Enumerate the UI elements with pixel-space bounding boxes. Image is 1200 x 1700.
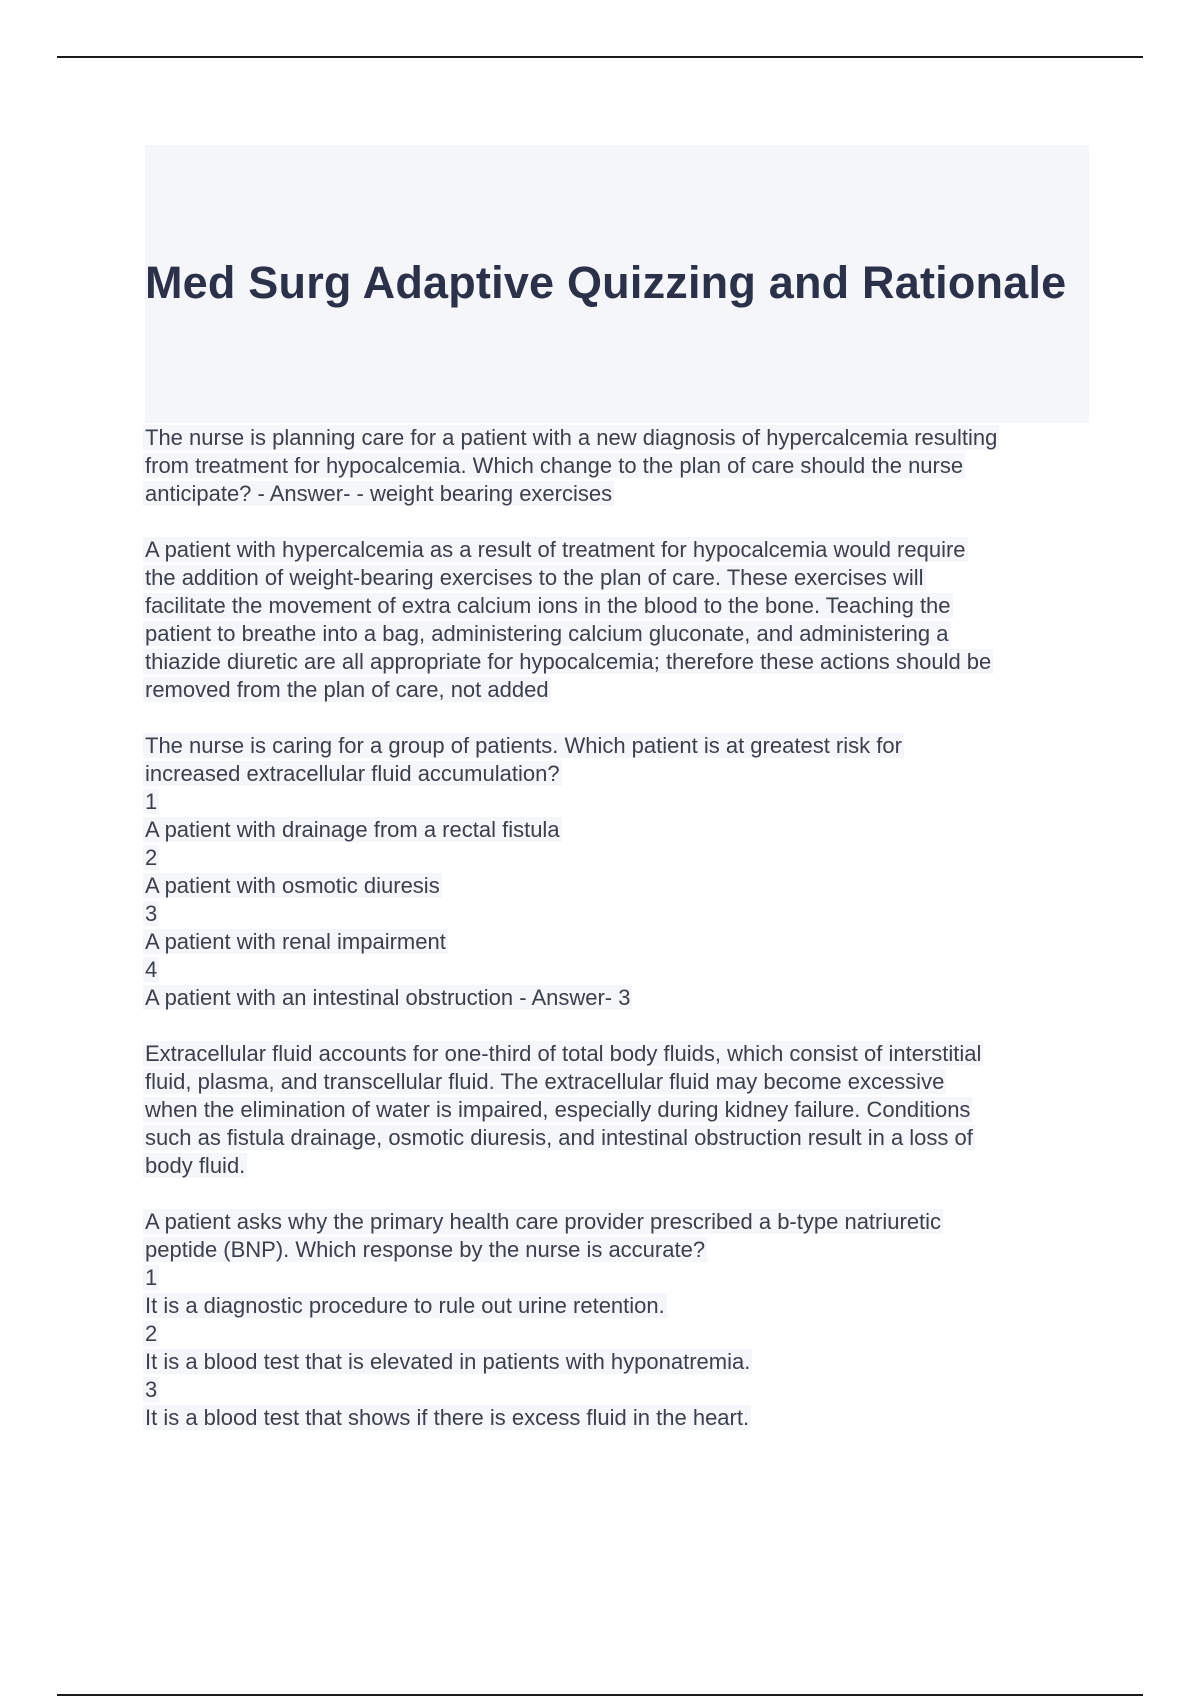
option-number: 2 [145,845,158,870]
top-divider [57,56,1143,58]
text-line: The nurse is planning care for a patient with a new diagnosis of hypercalcemia resulting [145,425,998,450]
text-line: A patient asks why the primary health care provider prescribed a b-type natriuretic [145,1209,942,1234]
text-line: patient to breathe into a bag, administering calcium gluconate, and administering a [145,621,949,646]
text-line: The nurse is caring for a group of patients. Which patient is at greatest risk for [145,733,902,758]
text-line: facilitate the movement of extra calcium ions in the blood to the bone. Teaching the [145,593,951,618]
text-line: such as fistula drainage, osmotic diuresis, and intestinal obstruction result in a loss of [145,1125,973,1150]
text-line: body fluid. [145,1153,246,1178]
text-line: removed from the plan of care, not added [145,677,549,702]
option-text: A patient with an intestinal obstruction - Answer- 3 [145,985,631,1010]
option-number: 3 [145,901,158,926]
text-line: Extracellular fluid accounts for one-third of total body fluids, which consist of interstitial [145,1041,982,1066]
question-block [145,424,1095,508]
page-title [145,255,1089,311]
option-text: It is a blood test that is elevated in patients with hyponatremia. [145,1349,751,1374]
rationale-block [145,1040,1095,1180]
question-block [145,1208,1095,1432]
text-line: the addition of weight-bearing exercises to the plan of care. These exercises will [145,565,924,590]
text-line: A patient with hypercalcemia as a result of treatment for hypocalcemia would require [145,537,966,562]
option-number: 1 [145,789,158,814]
option-text: A patient with drainage from a rectal fistula [145,817,560,842]
option-text: It is a diagnostic procedure to rule out urine retention. [145,1293,665,1318]
document-body [145,424,1095,1460]
page-title-text: Med Surg Adaptive Quizzing and Rationale [145,257,1067,308]
option-text: A patient with renal impairment [145,929,446,954]
option-number: 2 [145,1321,158,1346]
text-line: anticipate? - Answer- - weight bearing exercises [145,481,613,506]
text-line: from treatment for hypocalcemia. Which change to the plan of care should the nurse [145,453,964,478]
option-text: It is a blood test that shows if there is excess fluid in the heart. [145,1405,750,1430]
option-number: 3 [145,1377,158,1402]
bottom-divider [57,1694,1143,1696]
rationale-block [145,536,1095,704]
text-line: fluid, plasma, and transcellular fluid. The extracellular fluid may become excessive [145,1069,945,1094]
text-line: peptide (BNP). Which response by the nurse is accurate? [145,1237,706,1262]
question-block [145,732,1095,1012]
option-number: 1 [145,1265,158,1290]
text-line: when the elimination of water is impaired, especially during kidney failure. Conditions [145,1097,971,1122]
title-banner [145,145,1089,423]
text-line: thiazide diuretic are all appropriate for hypocalcemia; therefore these actions should be [145,649,992,674]
text-line: increased extracellular fluid accumulation? [145,761,560,786]
option-text: A patient with osmotic diuresis [145,873,440,898]
option-number: 4 [145,957,158,982]
